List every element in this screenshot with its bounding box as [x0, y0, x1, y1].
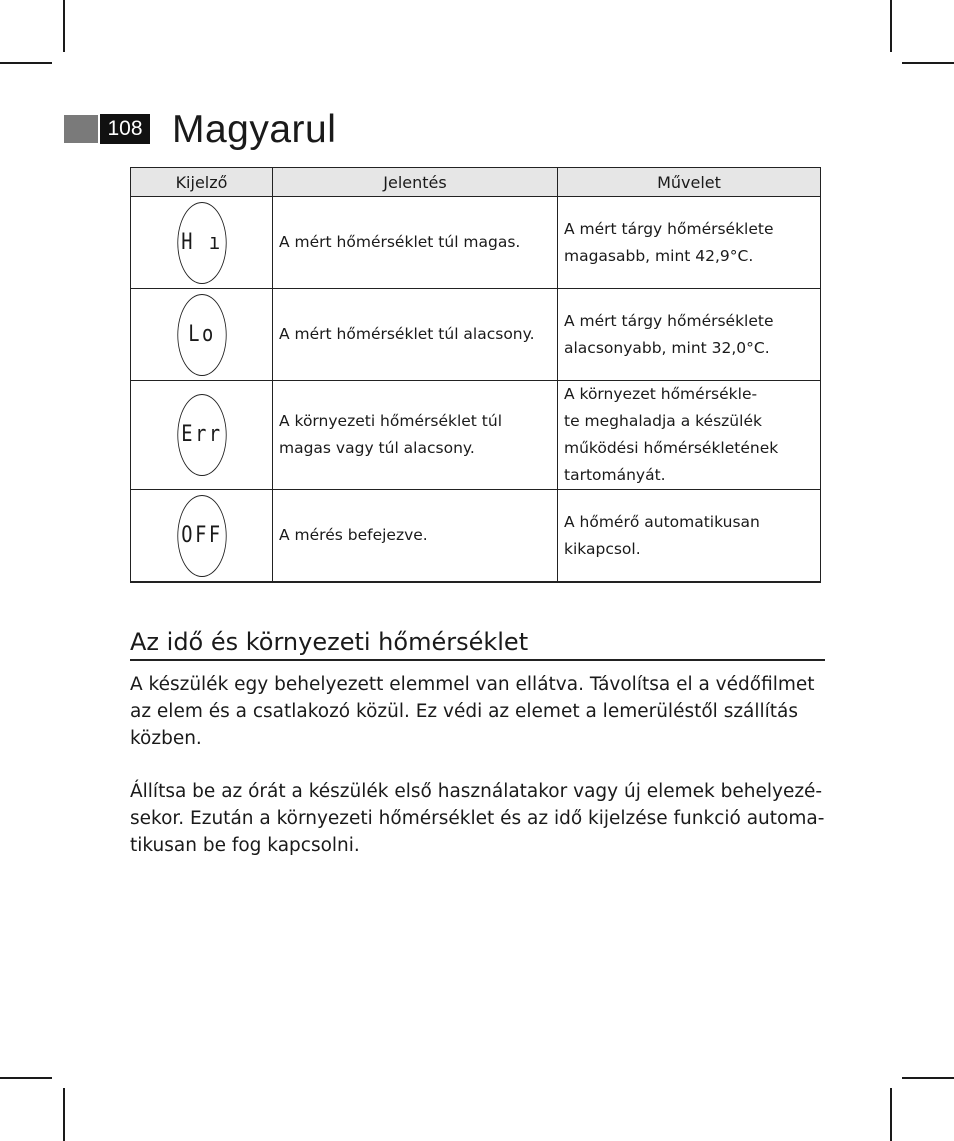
column-header-meaning: Jelentés: [273, 168, 558, 197]
lcd-display-hi: H ı: [177, 202, 226, 284]
table-header-row: [131, 168, 821, 197]
page-tab-marker: [64, 115, 98, 143]
paragraph-line: A készülék egy behelyezett elemmel van ellátva. Távolítsa el a védőfilmet: [130, 674, 815, 695]
paragraph-clock-setup: [130, 778, 830, 859]
table-row: [131, 197, 821, 289]
action-line: alacsonyabb, mint 32,0°C.: [564, 338, 770, 357]
paragraph-line: az elem és a csatlakozó közül. Ez védi az elemet a lemerüléstől szállítás: [130, 701, 799, 722]
column-header-action: Művelet: [558, 168, 821, 197]
display-table: [130, 167, 821, 583]
column-header-display: Kijelző: [131, 168, 273, 197]
section-title: Az idő és környezeti hőmérséklet: [130, 628, 529, 656]
section-divider: [130, 659, 825, 661]
display-cell: [131, 490, 273, 583]
meaning-cell: A mért hőmérséklet túl alacsony.: [273, 289, 558, 381]
table-row: [131, 289, 821, 381]
lcd-display-err: Err: [177, 394, 226, 476]
action-line: tartományát.: [564, 466, 666, 484]
page-title: Magyarul: [172, 108, 337, 151]
crop-mark: [890, 1088, 892, 1141]
crop-mark: [63, 1088, 65, 1141]
crop-mark: [63, 0, 65, 52]
action-cell: [558, 381, 821, 490]
action-line: te meghaladja a készülék: [564, 412, 762, 430]
action-line: működési hőmérsékletének: [564, 439, 779, 457]
meaning-line: magas vagy túl alacsony.: [279, 439, 475, 457]
action-line: A hőmérő automatikusan: [564, 512, 760, 531]
meaning-cell: A mért hőmérséklet túl magas.: [273, 197, 558, 289]
paragraph-battery: [130, 671, 830, 752]
lcd-display-off: OFF: [177, 495, 226, 577]
lcd-display-lo: Lo: [177, 294, 226, 376]
action-line: magasabb, mint 42,9°C.: [564, 246, 754, 265]
page-number: 108: [100, 114, 150, 144]
paragraph-line: sekor. Ezután a környezeti hőmérséklet és az idő kijelzése funkció automa-: [130, 808, 825, 829]
display-cell: [131, 289, 273, 381]
paragraph-line: közben.: [130, 728, 202, 749]
action-cell: [558, 289, 821, 381]
action-cell: [558, 490, 821, 583]
paragraph-line: Állítsa be az órát a készülék első használatakor vagy új elemek behelyezé-: [130, 781, 823, 802]
crop-mark: [0, 62, 52, 64]
meaning-cell: A mérés befejezve.: [273, 490, 558, 583]
crop-mark: [890, 0, 892, 52]
meaning-line: A környezeti hőmérséklet túl: [279, 412, 503, 430]
action-line: A környezet hőmérsékle-: [564, 385, 758, 403]
display-cell: [131, 381, 273, 490]
table-row: [131, 490, 821, 583]
action-cell: [558, 197, 821, 289]
crop-mark: [902, 1077, 954, 1079]
meaning-cell: [273, 381, 558, 490]
paragraph-line: tikusan be fog kapcsolni.: [130, 835, 360, 856]
crop-mark: [902, 62, 954, 64]
crop-mark: [0, 1077, 52, 1079]
display-cell: [131, 197, 273, 289]
action-line: A mért tárgy hőmérséklete: [564, 311, 774, 330]
action-line: kikapcsol.: [564, 539, 641, 558]
table-row: [131, 381, 821, 490]
action-line: A mért tárgy hőmérséklete: [564, 219, 774, 238]
